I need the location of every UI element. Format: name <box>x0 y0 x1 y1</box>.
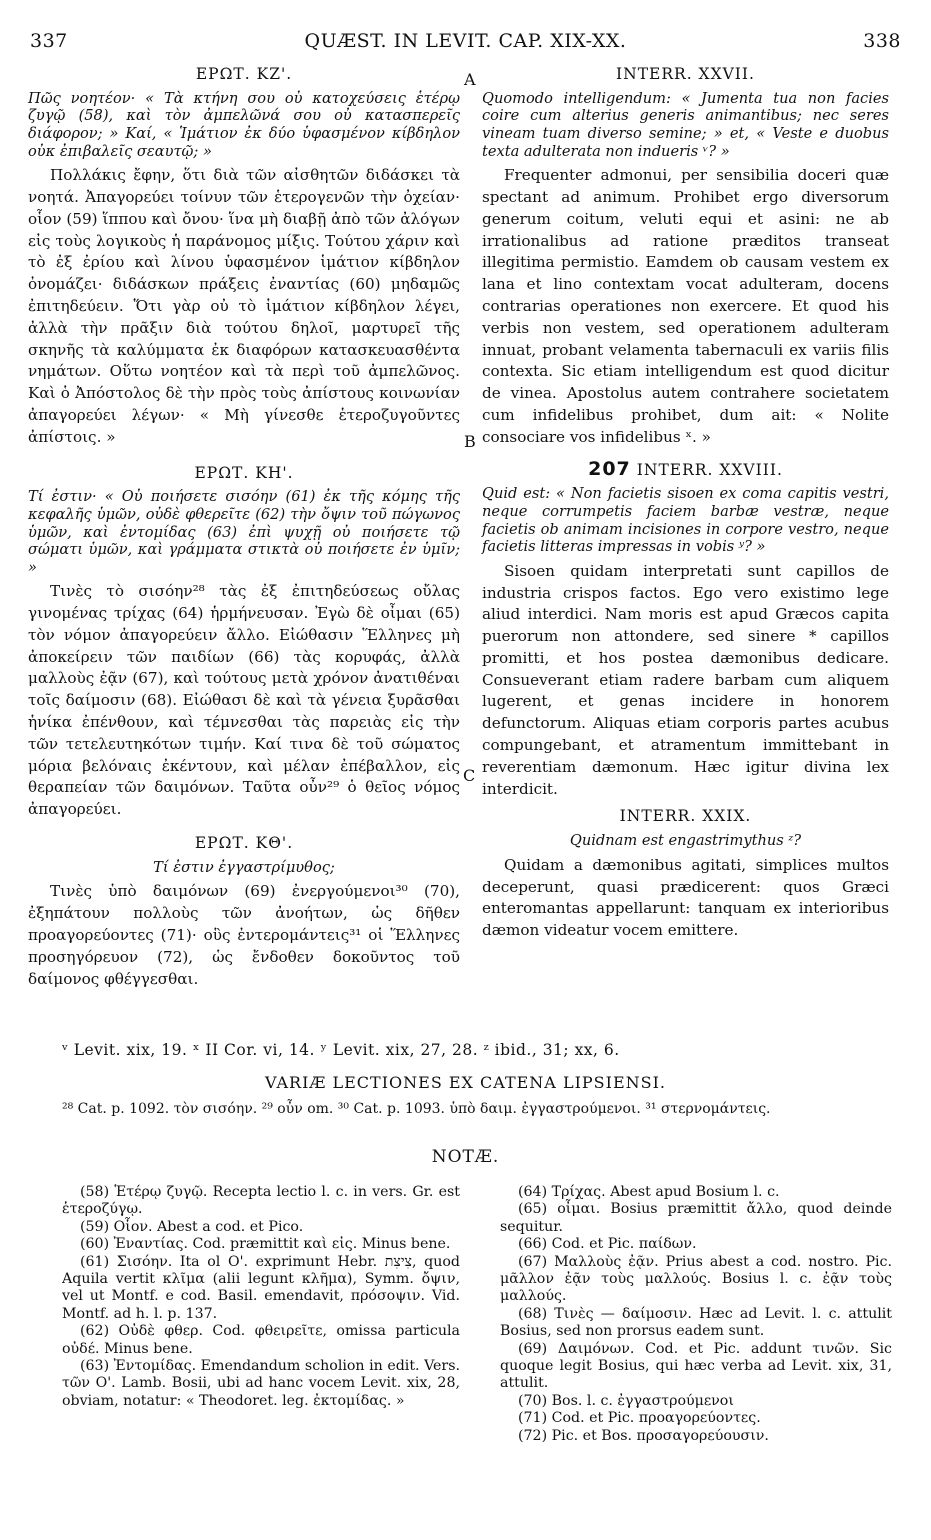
variae-lectiones-text: ²⁸ Cat. p. 1092. τὸν σισόην. ²⁹ οὖν om. ³⁰ Cat. p. 1093. ὑπὸ δαιμ. ἐγγαστρούμενοι. ³¹ στερνομάντεις. <box>62 1101 771 1117</box>
greek-question-28: Τί ἐστιν· « Οὐ ποιήσετε σισόην (61) ἐκ τῆς κόμης τῆς κεφαλῆς ὑμῶν, οὐδὲ φθερεῖτε (62) τὴν ὄψιν τοῦ πώγωνος ὑμῶν, καὶ ἐντομίδας (63) ἐπὶ ψυχῇ οὐ ποιήσετε τῷ σώματι ὑμῶν, καὶ γράμματα στικτὰ οὐ ποιήσετε ἐν ὑμῖν; » <box>28 488 460 576</box>
greek-heading-27: ΕΡΩΤ. ΚΖ'. <box>195 65 293 83</box>
latin-heading-27: INTERR. XXVII. <box>616 65 755 83</box>
note-60: (60) Ἐναντίας. Cod. præmittit καὶ εἰς. Minus bene. <box>80 1236 451 1253</box>
note-66: (66) Cod. et Pic. παίδων. <box>518 1236 697 1253</box>
note-68: (68) Τινὲς — δαίμοσιν. Hæc ad Levit. l. c. attulit Bosius, sed non prorsus eadem sunt. <box>500 1305 892 1340</box>
scripture-references: ᵛ Levit. xix, 19. ˣ II Cor. vi, 14. ʸ Levit. xix, 27, 28. ᶻ ibid., 31; xx, 6. <box>62 1041 620 1059</box>
note-62: (62) Οὐδὲ φθερ. Cod. φθειρεῖτε, omissa particula οὐδέ. Minus bene. <box>62 1323 460 1357</box>
notes-left-column <box>62 1184 460 1410</box>
latin-answer-27: Frequenter admonui, per sensibilia doceri quæ spectant ad animum. Prohibet ergo diversorum generum coitum, veluti equi et asini: ne ab irrationalibus ad ratione præditos transeat illegitima permistio. Eamdem ob causam vestem ex lana et lino contextam vocat adulteram, docens contrarias operationes non exercere. Et quod his verbis non vestem, sed operationem adulteram innuat, probant velamenta tabernaculi ex variis filis contexta. Sic etiam intelligendum est quod dicitur de vinea. Apostolus autem contrahere societatem cum infidelibus prohibet, dum ait: « Nolite consociare vos infidelibus ˣ. » <box>482 166 889 446</box>
note-65: (65) οἶμαι. Bosius præmittit ἄλλο, quod deinde sequitur. <box>500 1201 892 1235</box>
note-61: (61) Σισόην. Ita ol O'. exprimunt Hebr. צִיצִת, quod Aquila vertit κλῖμα (alii legunt κλῆμα), Symm. ὄψιν, vel ut Montf. e cod. Basil. emendavit, πρόσοψιν. Vid. Montf. ad h. l. p. 137. <box>62 1253 460 1322</box>
note-67: (67) Μαλλοὺς ἐᾷν. Prius abest a cod. nostro. Pic. μᾶλλον ἐᾷν τοὺς μαλλούς. Bosius l. c. ἐᾷν τοὺς μαλλούς. <box>500 1253 892 1305</box>
running-header <box>30 30 901 56</box>
greek-heading-29: ΕΡΩΤ. ΚΘ'. <box>194 834 294 853</box>
notae-title: NOTÆ. <box>431 1147 500 1167</box>
latin-answer-29: Quidam a dæmonibus agitati, simplices multos deceperunt, quasi prædicerent: quos Græci enteromantas appellarunt: tanquam ex interioribus dæmon videatur vocem emittere. <box>482 855 889 940</box>
note-59: (59) Οἷον. Abest a cod. et Pico. <box>80 1218 304 1235</box>
latin-question-28: Quid est: « Non facietis sisoen ex coma capitis vestri, neque corrumpetis faciem barbæ vestræ, neque facietis ob animam incisiones in corpore vestro, neque facietis litteras impressas in vobis ʸ? » <box>482 485 889 556</box>
running-title: QUÆST. IN LEVIT. CAP. XIX-XX. <box>304 30 627 52</box>
note-63: (63) Ἐντομίδας. Emendandum scholion in edit. Vers. τῶν O'. Lamb. Bosii, ubi ad hanc vocem Levit. xix, 28, obviam, notatur: « Theodoret. leg. ἐκτομίδας. » <box>62 1358 460 1409</box>
greek-question-29: Τί ἐστιν ἐγγαστρίμυθος; <box>153 858 335 876</box>
page-number-left: 337 <box>30 30 68 52</box>
latin-question-29: Quidnam est engastrimythus ᶻ? <box>569 832 802 850</box>
latin-question-27: Quomodo intelligendum: « Jumenta tua non facies coire cum alterius generis animantibus; nec seres vineam tuam diverso semine; » et, « Veste e duobus texta adulterata non indueris ᵛ? » <box>482 89 889 160</box>
margin-letter-c: C <box>463 766 476 785</box>
page-number-right: 338 <box>863 30 901 52</box>
greek-question-27: Πῶς νοητέον· « Τὰ κτήνη σου οὐ κατοχεύσεις ἑτέρῳ ζυγῷ (58), καὶ τὸν ἀμπελῶνά σου οὐ κατασπερεῖς διάφορον; » Καί, « Ἱμάτιον ἐκ δύο ὑφασμένον κίβδηλον οὐκ ἐπιβαλεῖς σεαυτῷ; » <box>28 89 460 160</box>
note-58: (58) Ἑτέρῳ ζυγῷ. Recepta lectio l. c. in vers. Gr. est ἑτεροζύγῳ. <box>62 1184 460 1218</box>
greek-answer-27: Πολλάκις ἔφην, ὅτι διὰ τῶν αἰσθητῶν διδάσκει τὰ νοητά. Ἀπαγορεύει τοίνυν τῶν ἑτερογενῶν τὴν ὀχείαν· οἷον (59) ἵππου καὶ ὄνου· ἵνα μὴ διαβῇ ἀπὸ τῶν ἀλόγων εἰς τοὺς λογικοὺς ἡ παράνομος μίξις. Τούτου χάριν καὶ τὸ ἐξ ἐρίου καὶ λίνου ὑφασμένον ἱμάτιον κίβδηλον ὀνομάζει· διδάσκων πράξεις ἐναντίας (60) μηδαμῶς ἐπιτηδεύειν. Ὅτι γὰρ οὐ τὸ ἱμάτιον κίβδηλον λέγει, ἀλλὰ τὴν πρᾶξιν διὰ τούτου δηλοῖ, μαρτυρεῖ τῆς σκηνῆς τὰ καλύμματα ἐκ διαφόρων κατασκευασθέντα νημάτων. Οὕτω νοητέον καὶ τὰ περὶ τοῦ ἀμπελῶνος. Καὶ ὁ Ἀπόστολος δὲ τὴν πρὸς τοὺς ἀπίστους κοινωνίαν ἀπαγορεύει λέγων· « Μὴ γίνεσθε ἑτεροζυγοῦντες ἀπίστοις. » <box>28 166 460 446</box>
note-69: (69) Δαιμόνων. Cod. et Pic. addunt τινῶν. Sic quoque legit Bosius, qui hæc verba ad Levit. xix, 31, attulit. <box>500 1340 892 1392</box>
greek-answer-29: Τινὲς ὑπὸ δαιμόνων (69) ἐνεργούμενοι³⁰ (70), ἐξηπάτουν πολλοὺς τῶν ἀνοήτων, ὡς δῆθεν προαγορεύοντες (71)· οὓς ἐντερομάντεις³¹ οἱ Ἕλληνες προσηγόρευον (72), ὡς ἔνδοθεν δοκοῦντος τοῦ δαίμονος φθέγγεσθαι. <box>28 882 460 988</box>
latin-heading-28 <box>482 459 889 482</box>
note-72: (72) Pic. et Bos. προσαγορεύουσιν. <box>518 1427 769 1444</box>
column-number: 207 <box>588 457 631 480</box>
latin-column <box>482 62 889 942</box>
greek-answer-28: Τινὲς τὸ σισόην²⁸ τὰς ἐξ ἐπιτηδεύσεως οὔλας γινομένας τρίχας (64) ἡρμήνευσαν. Ἐγὼ δὲ οἶμαι (65) τὸν νόμον ἀπαγορεύειν ἄλλο. Εἰώθασιν Ἕλληνες μὴ ἀποκείρειν τῶν παιδίων (66) τὰς κορυφάς, ἀλλὰ μαλλοὺς ἐᾷν (67), καὶ τούτους μετὰ χρόνον ἀνατιθέναι τοῖς δαίμοσιν (68). Εἰώθασι δὲ καὶ τὰ γένεια ξυρᾶσθαι ἡνίκα ἐπένθουν, καὶ τέμνεσθαι τὰς παρειὰς εἰς τὴν τῶν τετελευτηκότων τιμήν. Καί τινα δὲ τοῦ σώματος μόρια βελόναις ἐκέντουν, καὶ μέλαν ἐπέβαλλον, εἰς θεραπείαν τῶν δαιμόνων. Ταῦτα οὖν²⁹ ὁ θεῖος νόμος ἀπαγορεύει. <box>28 582 460 819</box>
note-64: (64) Τρίχας. Abest apud Bosium l. c. <box>518 1184 780 1200</box>
note-71: (71) Cod. et Pic. προαγορεύοντες. <box>518 1410 761 1427</box>
latin-answer-28: Sisoen quidam interpretati sunt capillos de industria crispos factos. Ego vero existimo lege aliud interdici. Nam moris est apud Græcos capita puerorum non attondere, sed sinere * capillos promitti, et hos postea dæmonibus dedicare. Consueverant etiam radere barbam cum aliquem lugerent, et genas incidere in honorem defunctorum. Aliquas etiam corporis partes acubus compungebant, et atramentum immittebant in reverentiam dæmonum. Hæc igitur divina lex interdicit. <box>482 561 889 798</box>
note-70: (70) Bos. l. c. ἐγγαστρούμενοι <box>518 1392 734 1409</box>
latin-heading-29: INTERR. XXIX. <box>619 807 752 826</box>
margin-letter-b: B <box>464 432 476 451</box>
latin-heading-28-label: INTERR. XXVIII. <box>636 460 783 479</box>
variae-lectiones-title: VARIÆ LECTIONES EX CATENA LIPSIENSI. <box>265 1073 666 1092</box>
margin-letter-a: A <box>464 70 476 89</box>
greek-heading-28: ΕΡΩΤ. ΚΗ'. <box>194 463 294 482</box>
greek-column <box>28 62 460 990</box>
notes-right-column <box>500 1184 892 1445</box>
